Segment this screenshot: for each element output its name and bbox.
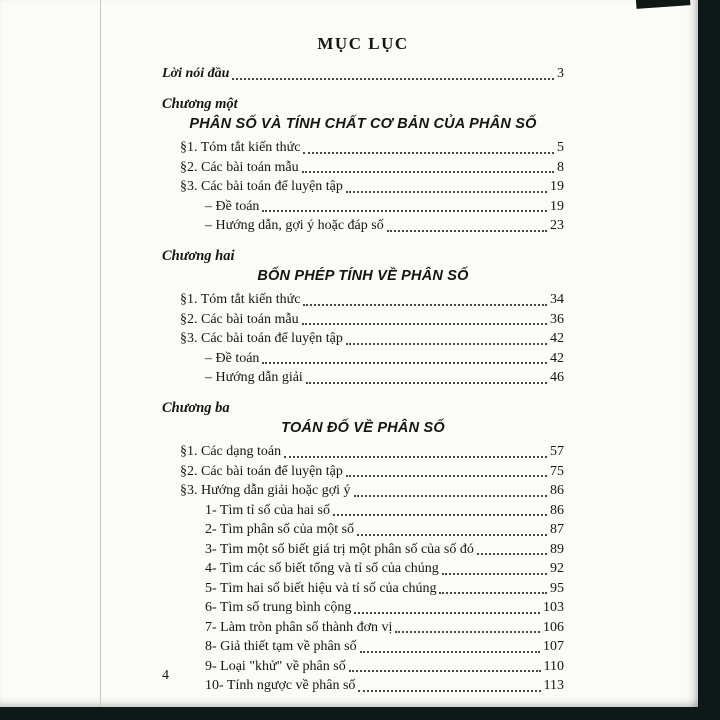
chapter-title: BỐN PHÉP TÍNH VỀ PHÂN SỐ [257, 268, 469, 284]
toc-subentry [162, 368, 564, 388]
toc-entry-page: 107 [543, 639, 564, 654]
toc-entry-label: §2. Các bài toán để luyện tập [180, 463, 343, 479]
folio-page-number: 4 [162, 668, 169, 683]
toc-entry [162, 462, 564, 482]
page-title: MỤC LỤC [317, 34, 409, 53]
toc-entry-label: – Đề toán [205, 350, 260, 366]
toc-subentry [162, 618, 564, 638]
toc-entry-label: 5- Tìm hai số biết hiệu và tỉ số của chúng [205, 580, 437, 596]
toc-entry [162, 158, 564, 178]
toc-entry-label: §1. Tóm tắt kiến thức [180, 140, 301, 155]
leader-dots [303, 152, 554, 154]
leader-dots [346, 343, 547, 345]
toc-entry-page: 95 [550, 580, 564, 596]
toc-entry-label: 4- Tìm các số biết tổng và tỉ số của chúng [205, 561, 439, 576]
toc-chapter [162, 247, 564, 388]
toc-entry-page: 106 [543, 619, 564, 635]
toc-entry-page: 86 [550, 502, 564, 518]
toc-subentry [162, 637, 564, 657]
leader-dots [232, 78, 554, 80]
toc-entry-label: Lời nói đầu [162, 66, 230, 81]
toc-entry-page: 42 [550, 350, 564, 366]
toc-entry-page: 113 [543, 678, 564, 693]
leader-dots [395, 631, 540, 633]
leader-dots [284, 456, 547, 458]
toc-entry [162, 442, 564, 462]
toc-entry-page: 42 [550, 331, 564, 346]
toc-entry [162, 290, 564, 310]
toc-entry-page: 89 [550, 541, 564, 557]
toc-entry-label: – Hướng dẫn giải [205, 370, 303, 385]
toc-entry-label: 6- Tìm số trung bình cộng [205, 600, 352, 615]
toc-subentry [162, 216, 564, 236]
toc-entry [162, 64, 564, 84]
toc-chapter [162, 399, 564, 696]
toc-entry-label: 3- Tìm một số biết giá trị một phân số của số đó [205, 541, 474, 557]
toc-entry-label: 1- Tìm tỉ số của hai số [205, 502, 330, 518]
toc-entry-page: 75 [550, 463, 564, 479]
toc-entry [162, 329, 564, 349]
toc-subentry [162, 559, 564, 579]
leader-dots [302, 323, 547, 325]
toc-entry-page: 36 [550, 311, 564, 327]
toc-entry-page: 92 [550, 561, 564, 576]
toc-entry-label: 7- Làm tròn phân số thành đơn vị [205, 619, 393, 635]
toc-entry-page: 87 [550, 522, 564, 537]
toc-subentry [162, 540, 564, 560]
leader-dots [358, 690, 540, 692]
toc-entry-page: 3 [557, 66, 564, 81]
leader-dots [354, 612, 540, 614]
leader-dots [349, 670, 541, 672]
toc-entry-label: §1. Các dạng toán [180, 444, 282, 459]
toc-entry-page: 19 [550, 198, 564, 214]
chapter-heading: Chương một [162, 95, 238, 112]
leader-dots [439, 592, 547, 594]
toc-subentry [162, 349, 564, 369]
leader-dots [346, 191, 547, 193]
page-fold-line [100, 0, 101, 707]
toc-entry [162, 310, 564, 330]
toc-entry-label: §3. Các bài toán để luyện tập [180, 331, 343, 346]
leader-dots [306, 382, 547, 384]
toc-entry-label: §1. Tóm tắt kiến thức [180, 292, 301, 307]
toc-subentry [162, 197, 564, 217]
toc-entry-label: – Đề toán [205, 198, 260, 214]
toc-subentry [162, 657, 564, 677]
toc-entry [162, 481, 564, 501]
toc-entry-label: §3. Hướng dẫn giải hoặc gợi ý [180, 483, 351, 498]
toc-subentry [162, 501, 564, 521]
leader-dots [346, 475, 547, 477]
leader-dots [360, 651, 540, 653]
chapter-heading: Chương ba [162, 399, 230, 416]
chapter-title: TOÁN ĐỐ VỀ PHÂN SỐ [281, 420, 445, 436]
toc-entry-label: 8- Giả thiết tạm về phân số [205, 639, 357, 654]
leader-dots [442, 573, 547, 575]
leader-dots [262, 362, 547, 364]
toc-entry-page: 34 [550, 292, 564, 307]
toc-chapter [162, 95, 564, 236]
leader-dots [302, 171, 554, 173]
toc-entry-label: 9- Loại "khử" về phân số [205, 658, 346, 674]
toc-entry-page: 19 [550, 179, 564, 194]
toc-entry-page: 8 [557, 159, 564, 175]
toc-entry-label: 10- Tính ngược về phân số [205, 678, 356, 693]
toc-entry-label: §2. Các bài toán mẫu [180, 311, 299, 327]
toc-entry-page: 5 [557, 140, 564, 155]
toc-entry-label: 2- Tìm phân số của một số [205, 522, 355, 537]
leader-dots [357, 534, 547, 536]
leader-dots [262, 210, 547, 212]
leader-dots [303, 304, 547, 306]
toc-entry-page: 86 [550, 483, 564, 498]
toc-subentry [162, 579, 564, 599]
leader-dots [477, 553, 547, 555]
toc-entry-label: – Hướng dẫn, gợi ý hoặc đáp số [205, 218, 384, 233]
toc-entry [162, 138, 564, 158]
toc-entry-page: 23 [550, 218, 564, 233]
toc-subentry [162, 598, 564, 618]
leader-dots [387, 230, 547, 232]
toc-entry-page: 57 [550, 444, 564, 459]
toc-entry-page: 103 [543, 600, 564, 615]
toc-subentry [162, 520, 564, 540]
toc-subentry [162, 676, 564, 696]
toc-entry [162, 177, 564, 197]
chapter-title: PHÂN SỐ VÀ TÍNH CHẤT CƠ BẢN CỦA PHÂN SỐ [189, 116, 537, 132]
toc-entry-page: 46 [550, 370, 564, 385]
toc-entry-label: §3. Các bài toán để luyện tập [180, 179, 343, 194]
toc-entry-page: 110 [543, 658, 564, 674]
chapter-heading: Chương hai [162, 247, 235, 264]
leader-dots [333, 514, 547, 516]
toc-entry-label: §2. Các bài toán mẫu [180, 159, 299, 175]
table-of-contents [162, 34, 564, 696]
leader-dots [354, 495, 547, 497]
